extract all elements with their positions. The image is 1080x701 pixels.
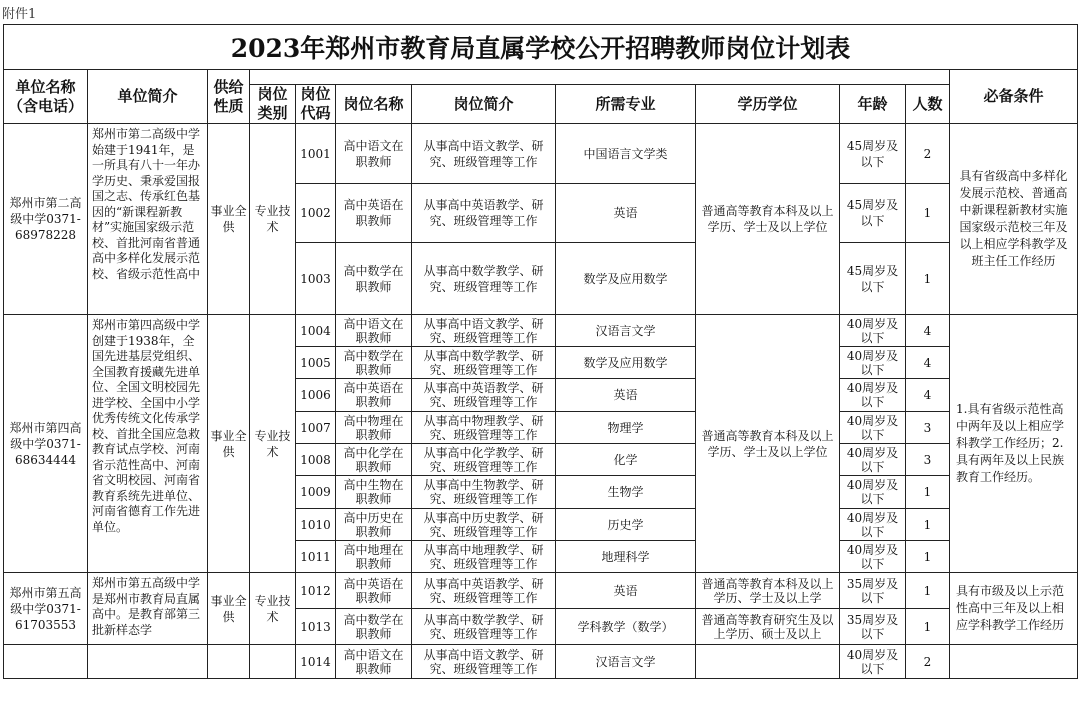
post-name-cell: 高中历史在职教师	[336, 509, 412, 541]
post-intro-cell: 从事高中生物教学、研究、班级管理等工作	[412, 476, 556, 509]
education-cell: 普通高等教育本科及以上学历、学士及以上学	[696, 573, 840, 609]
table-row	[4, 573, 1078, 609]
post-code-cell: 1009	[296, 476, 336, 509]
header-education: 学历学位	[696, 85, 840, 124]
count-cell: 2	[906, 124, 950, 184]
post-type-cell: 专业技术	[250, 315, 296, 573]
post-intro-cell: 从事高中化学教学、研究、班级管理等工作	[412, 444, 556, 476]
age-cell: 35周岁及以下	[840, 609, 906, 645]
post-intro-cell: 从事高中数学教学、研究、班级管理等工作	[412, 243, 556, 315]
count-cell: 4	[906, 315, 950, 347]
post-code-cell: 1011	[296, 541, 336, 573]
age-cell: 40周岁及以下	[840, 444, 906, 476]
post-intro-cell: 从事高中英语教学、研究、班级管理等工作	[412, 184, 556, 243]
header-age: 年龄	[840, 85, 906, 124]
header-funding: 供给性质	[208, 70, 250, 124]
age-cell: 45周岁及以下	[840, 124, 906, 184]
major-cell: 英语	[556, 379, 696, 412]
unit-intro-cell: 郑州市第二高级中学始建于1941年，是一所具有八十一年办学历史、秉承爱国报国之志、传承红色基因的“新课程新教材”实施国家级示范校、首批河南省普通高中多样化发展示范校、省级示范性高中	[88, 124, 208, 315]
post-name-cell: 高中语文在职教师	[336, 315, 412, 347]
major-cell: 中国语言文学类	[556, 124, 696, 184]
major-cell: 汉语言文学	[556, 645, 696, 679]
age-cell: 45周岁及以下	[840, 243, 906, 315]
table-row	[4, 645, 1078, 679]
post-intro-cell: 从事高中英语教学、研究、班级管理等工作	[412, 379, 556, 412]
major-cell: 物理学	[556, 412, 696, 444]
requirements-cell: 1.具有省级示范性高中两年及以上相应学科教学工作经历；2.具有两年及以上民族教育工作经历。	[950, 315, 1078, 573]
count-cell: 1	[906, 609, 950, 645]
post-intro-cell: 从事高中语文教学、研究、班级管理等工作	[412, 315, 556, 347]
education-cell: 普通高等教育本科及以上学历、学士及以上学位	[696, 315, 840, 573]
funding-cell: 事业全供	[208, 315, 250, 573]
funding-cell: 事业全供	[208, 573, 250, 645]
count-cell: 1	[906, 509, 950, 541]
age-cell: 40周岁及以下	[840, 509, 906, 541]
post-code-cell: 1013	[296, 609, 336, 645]
post-intro-cell: 从事高中数学教学、研究、班级管理等工作	[412, 609, 556, 645]
post-name-cell: 高中语文在职教师	[336, 124, 412, 184]
unit-intro-cell	[88, 645, 208, 679]
header-spacer	[250, 70, 950, 85]
count-cell: 1	[906, 476, 950, 509]
header-unit-intro: 单位简介	[88, 70, 208, 124]
age-cell: 40周岁及以下	[840, 315, 906, 347]
post-name-cell: 高中化学在职教师	[336, 444, 412, 476]
major-cell: 英语	[556, 573, 696, 609]
header-requirements: 必备条件	[950, 70, 1078, 124]
major-cell: 学科教学（数学）	[556, 609, 696, 645]
page-title: 2023年郑州市教育局直属学校公开招聘教师岗位计划表	[4, 25, 1078, 70]
recruitment-plan-table	[3, 24, 1078, 679]
major-cell: 英语	[556, 184, 696, 243]
header-count: 人数	[906, 85, 950, 124]
requirements-cell: 具有市级及以上示范性高中三年及以上相应学科教学工作经历	[950, 573, 1078, 645]
education-cell	[696, 645, 840, 679]
post-name-cell: 高中数学在职教师	[336, 243, 412, 315]
age-cell: 40周岁及以下	[840, 412, 906, 444]
count-cell: 2	[906, 645, 950, 679]
post-code-cell: 1007	[296, 412, 336, 444]
age-cell: 35周岁及以下	[840, 573, 906, 609]
count-cell: 1	[906, 541, 950, 573]
major-cell: 汉语言文学	[556, 315, 696, 347]
post-name-cell: 高中地理在职教师	[336, 541, 412, 573]
post-type-cell: 专业技术	[250, 124, 296, 315]
post-code-cell: 1003	[296, 243, 336, 315]
education-cell: 普通高等教育研究生及以上学历、硕士及以上	[696, 609, 840, 645]
post-name-cell: 高中数学在职教师	[336, 609, 412, 645]
post-intro-cell: 从事高中语文教学、研究、班级管理等工作	[412, 124, 556, 184]
post-intro-cell: 从事高中历史教学、研究、班级管理等工作	[412, 509, 556, 541]
header-unit: 单位名称（含电话）	[4, 70, 88, 124]
post-name-cell: 高中生物在职教师	[336, 476, 412, 509]
post-code-cell: 1001	[296, 124, 336, 184]
header-post-code: 岗位代码	[296, 85, 336, 124]
header-post-type: 岗位类别	[250, 85, 296, 124]
table-row	[4, 315, 1078, 347]
unit-name-cell: 郑州市第二高级中学0371-68978228	[4, 124, 88, 315]
post-name-cell: 高中数学在职教师	[336, 347, 412, 379]
post-name-cell: 高中英语在职教师	[336, 184, 412, 243]
major-cell: 地理科学	[556, 541, 696, 573]
count-cell: 1	[906, 243, 950, 315]
unit-name-cell	[4, 645, 88, 679]
post-code-cell: 1006	[296, 379, 336, 412]
age-cell: 40周岁及以下	[840, 476, 906, 509]
unit-intro-cell: 郑州市第五高级中学是郑州市教育局直属高中。是教育部第三批新样态学	[88, 573, 208, 645]
age-cell: 40周岁及以下	[840, 379, 906, 412]
title-row	[4, 25, 1078, 70]
age-cell: 40周岁及以下	[840, 541, 906, 573]
post-type-cell: 专业技术	[250, 573, 296, 645]
post-intro-cell: 从事高中数学教学、研究、班级管理等工作	[412, 347, 556, 379]
major-cell: 数学及应用数学	[556, 243, 696, 315]
post-code-cell: 1010	[296, 509, 336, 541]
post-code-cell: 1002	[296, 184, 336, 243]
major-cell: 数学及应用数学	[556, 347, 696, 379]
attachment-label: 附件1	[2, 7, 37, 22]
post-code-cell: 1004	[296, 315, 336, 347]
post-intro-cell: 从事高中英语教学、研究、班级管理等工作	[412, 573, 556, 609]
major-cell: 生物学	[556, 476, 696, 509]
age-cell: 40周岁及以下	[840, 347, 906, 379]
count-cell: 4	[906, 347, 950, 379]
post-name-cell: 高中英语在职教师	[336, 573, 412, 609]
major-cell: 历史学	[556, 509, 696, 541]
count-cell: 3	[906, 412, 950, 444]
header-post-name: 岗位名称	[336, 85, 412, 124]
requirements-cell	[950, 645, 1078, 679]
header-row	[4, 70, 1078, 85]
header-major: 所需专业	[556, 85, 696, 124]
header-post-intro: 岗位简介	[412, 85, 556, 124]
requirements-cell: 具有省级高中多样化发展示范校、普通高中新课程新教材实施国家级示范校三年及以上相应学科教学及班主任工作经历	[950, 124, 1078, 315]
post-code-cell: 1008	[296, 444, 336, 476]
post-code-cell: 1014	[296, 645, 336, 679]
table-row	[4, 124, 1078, 184]
funding-cell	[208, 645, 250, 679]
count-cell: 1	[906, 573, 950, 609]
unit-name-cell: 郑州市第四高级中学0371-68634444	[4, 315, 88, 573]
post-code-cell: 1012	[296, 573, 336, 609]
post-intro-cell: 从事高中物理教学、研究、班级管理等工作	[412, 412, 556, 444]
unit-name-cell: 郑州市第五高级中学0371-61703553	[4, 573, 88, 645]
funding-cell: 事业全供	[208, 124, 250, 315]
post-name-cell: 高中英语在职教师	[336, 379, 412, 412]
post-name-cell: 高中语文在职教师	[336, 645, 412, 679]
post-type-cell	[250, 645, 296, 679]
education-cell: 普通高等教育本科及以上学历、学士及以上学位	[696, 124, 840, 315]
age-cell: 40周岁及以下	[840, 645, 906, 679]
post-intro-cell: 从事高中地理教学、研究、班级管理等工作	[412, 541, 556, 573]
count-cell: 1	[906, 184, 950, 243]
unit-intro-cell: 郑州市第四高级中学创建于1938年，全国先进基层党组织、全国教育援藏先进单位、全国文明校园先进学校、全国中小学优秀传统文化传承学校、首批全国应急救教育试点学校、河南省示范性高中、河南省文明校园、河南省教育系统先进单位、河南省德育工作先进单位。	[88, 315, 208, 573]
major-cell: 化学	[556, 444, 696, 476]
post-code-cell: 1005	[296, 347, 336, 379]
post-intro-cell: 从事高中语文教学、研究、班级管理等工作	[412, 645, 556, 679]
post-name-cell: 高中物理在职教师	[336, 412, 412, 444]
count-cell: 4	[906, 379, 950, 412]
count-cell: 3	[906, 444, 950, 476]
age-cell: 45周岁及以下	[840, 184, 906, 243]
